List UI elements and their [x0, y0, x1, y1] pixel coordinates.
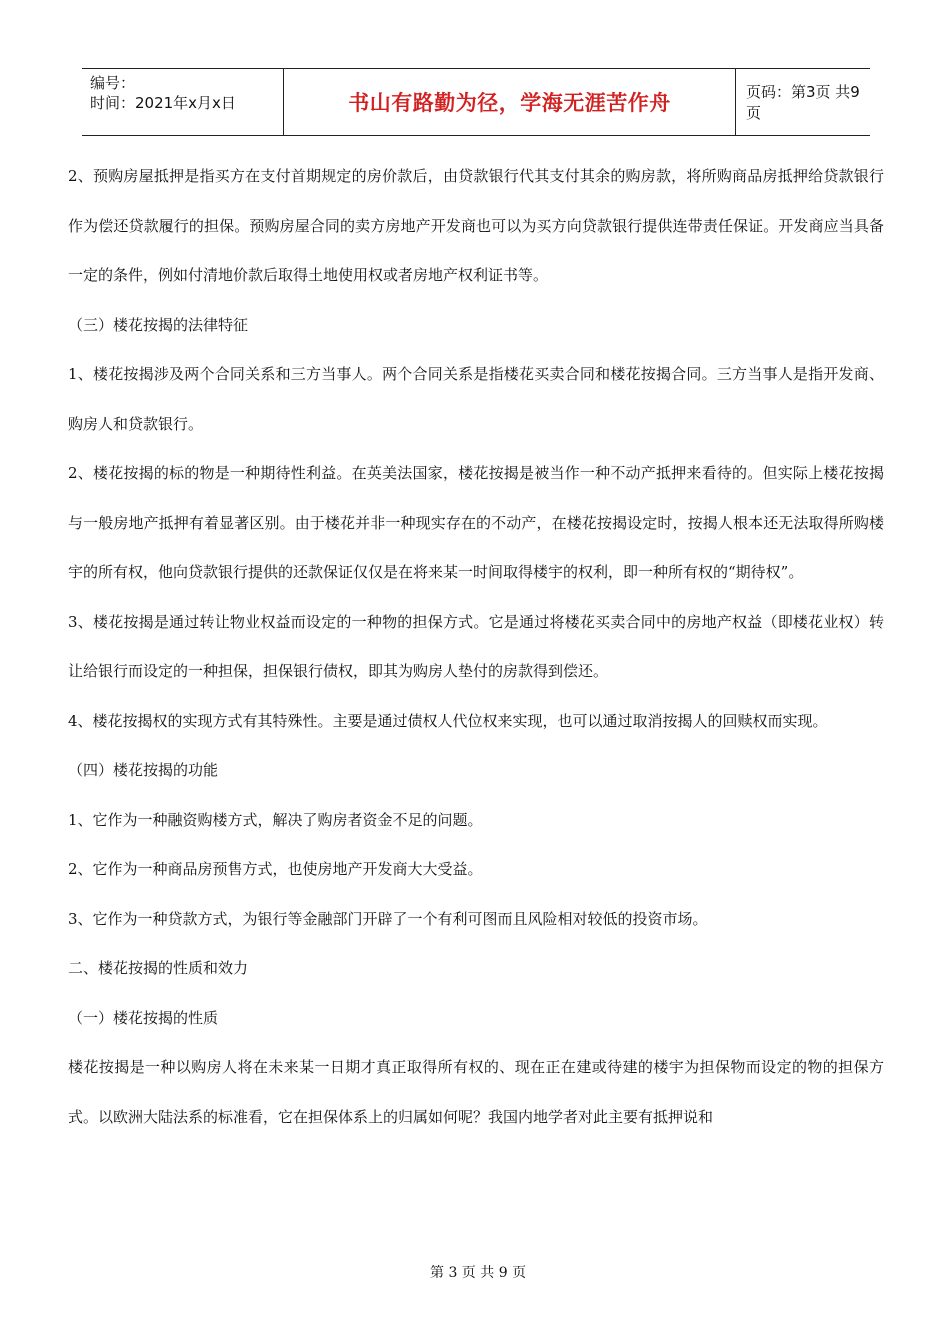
header-meta	[82, 69, 283, 135]
paragraph: 2、预购房屋抵押是指买方在支付首期规定的房价款后，由贷款银行代其支付其余的购房款，将所购商品房抵押给贷款银行作为偿还贷款履行的担保。预购房屋合同的卖方房地产开发商也可以为买方向贷款银行提供连带责任保证。开发商应当具备一定的条件，例如付清地价款后取得土地使用权或者房地产权利证书等。	[68, 167, 884, 284]
header-page-cell	[736, 69, 870, 135]
section-heading: （一）楼花按揭的性质	[68, 1008, 219, 1027]
paragraph: 1、楼花按揭涉及两个合同关系和三方当事人。两个合同关系是指楼花买卖合同和楼花按揭合同。三方当事人是指开发商、购房人和贷款银行。	[68, 365, 884, 433]
paragraph: 2、它作为一种商品房预售方式，也使房地产开发商大大受益。	[68, 860, 483, 878]
page-footer	[0, 1262, 950, 1282]
header-motto-cell	[283, 69, 736, 135]
number-label: 编号：	[90, 74, 136, 92]
paragraph: 2、楼花按揭的标的物是一种期待性利益。在英美法国家，楼花按揭是被当作一种不动产抵押来看待的。但实际上楼花按揭与一般房地产抵押有着显著区别。由于楼花并非一种现实存在的不动产，在楼花按揭设定时，按揭人根本还无法取得所购楼宇的所有权，他向贷款银行提供的还款保证仅仅是在将来某一时间取得楼宇的权利，即一种所有权的“期待权”。	[68, 464, 884, 581]
date-label: 时间：2021年x月x日	[90, 94, 236, 112]
paragraph: 4、楼花按揭权的实现方式有其特殊性。主要是通过债权人代位权来实现，也可以通过取消按揭人的回赎权而实现。	[68, 711, 828, 730]
document-body	[68, 152, 884, 1142]
motto: 书山有路勤为径，学海无涯苦作舟	[348, 91, 671, 115]
paragraph: 3、它作为一种贷款方式，为银行等金融部门开辟了一个有利可图而且风险相对较低的投资市场。	[68, 909, 708, 928]
footer-page-number: 第 3 页 共 9 页	[430, 1265, 527, 1281]
section-heading: （四）楼花按揭的功能	[68, 761, 219, 779]
paragraph: 1、它作为一种融资购楼方式，解决了购房者资金不足的问题。	[68, 810, 483, 829]
paragraph: 楼花按揭是一种以购房人将在未来某一日期才真正取得所有权的、现在正在建或待建的楼宇为担保物而设定的物的担保方式。以欧洲大陆法系的标准看，它在担保体系上的归属如何呢？我国内地学者对此主要有抵押说和	[68, 1058, 884, 1126]
document-header	[82, 68, 870, 136]
paragraph: 3、楼花按揭是通过转让物业权益而设定的一种物的担保方式。它是通过将楼花买卖合同中的房地产权益（即楼花业权）转让给银行而设定的一种担保，担保银行债权，即其为购房人垫付的房款得到偿还。	[68, 612, 884, 680]
section-heading: 二、楼花按揭的性质和效力	[68, 959, 249, 977]
page-label: 页码：第3页 共9页	[746, 83, 860, 122]
section-heading: （三）楼花按揭的法律特征	[68, 315, 249, 334]
